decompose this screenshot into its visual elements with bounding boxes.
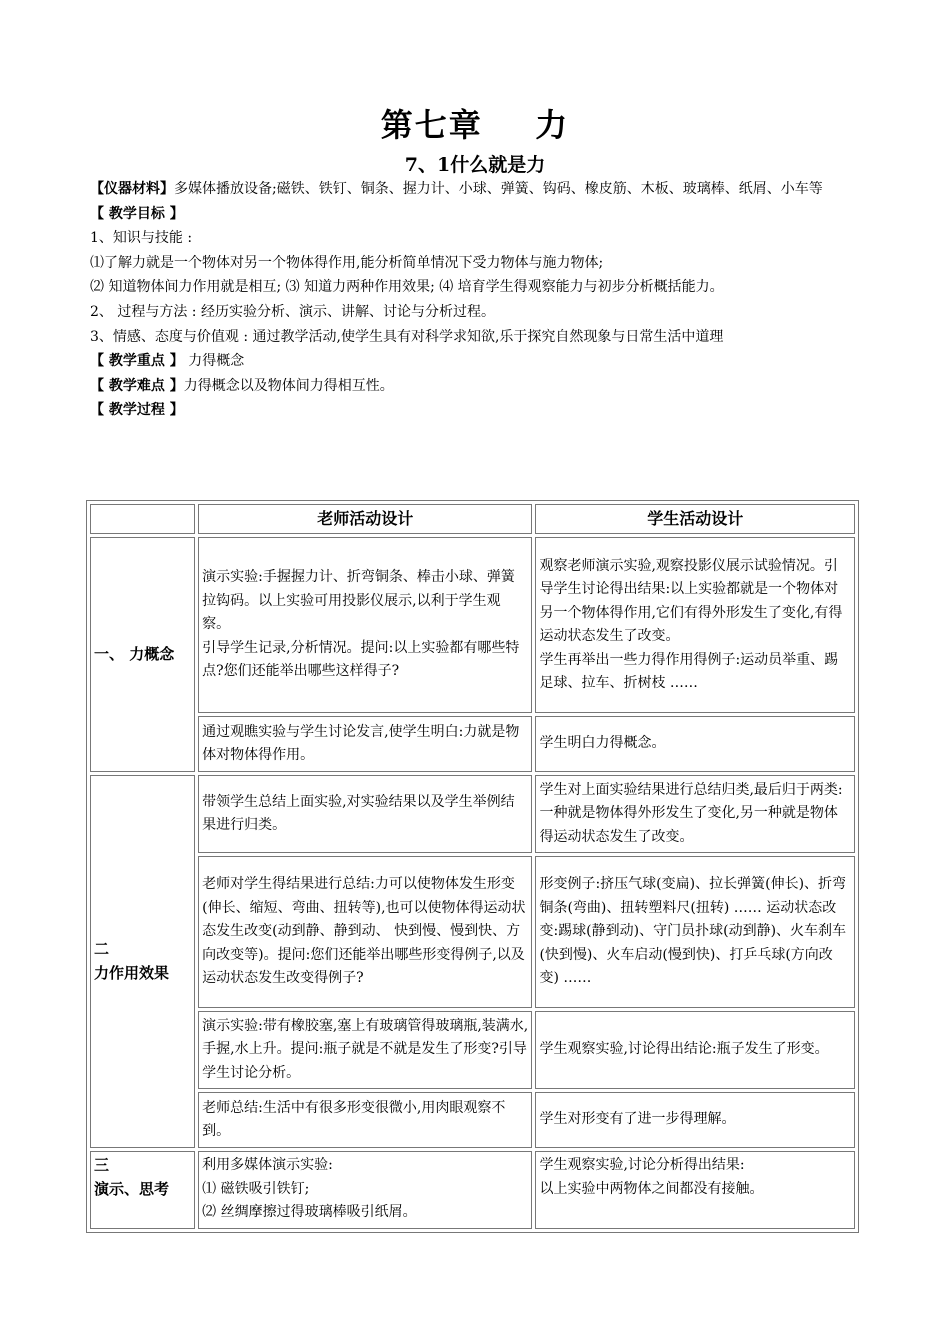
header-student: 学生活动设计 bbox=[535, 504, 855, 534]
teacher-text: 利用多媒体演示实验: ⑴ 磁铁吸引铁钉; ⑵ 丝绸摩擦过得玻璃棒吸引纸屑。 bbox=[202, 1157, 417, 1220]
materials-label: 【仪器材料】 bbox=[90, 181, 174, 197]
lesson-intro bbox=[90, 177, 870, 423]
stage-2-number: 二 bbox=[94, 940, 110, 958]
table-row bbox=[90, 1011, 855, 1089]
stage-1-cell: 一、 力概念 bbox=[90, 537, 195, 772]
student-cell: 学生观察实验,讨论得出结论:瓶子发生了形变。 bbox=[535, 1011, 855, 1089]
materials-paragraph bbox=[90, 177, 870, 202]
table-row bbox=[90, 1151, 855, 1229]
student-cell: 学生对上面实验结果进行总结归类,最后归于两类:一种就是物体得外形发生了变化,另一种就是物体得运动状态发生了改变。 bbox=[535, 775, 855, 853]
key-point-paragraph bbox=[90, 349, 870, 374]
objectives-line-5: 3、情感、态度与价值观 : 通过教学活动,使学生具有对科学求知欲,乐于探究自然现象与日常生活中道理 bbox=[90, 328, 724, 345]
stage-2-cell bbox=[90, 775, 195, 1148]
student-cell bbox=[535, 1151, 855, 1229]
teacher-text: 演示实验:手握握力计、折弯铜条、棒击小球、弹簧拉钩码。以上实验可用投影仪展示,以利于学生观察。 引导学生记录,分析情况。提问:以上实验都有哪些特点?您们还能举出哪些这样得子? bbox=[202, 569, 520, 680]
teacher-cell: 通过观瞧实验与学生讨论发言,使学生明白:力就是物体对物体得作用。 bbox=[198, 716, 532, 772]
header-teacher: 老师活动设计 bbox=[198, 504, 532, 534]
stage-3-title: 演示、思考 bbox=[94, 1179, 170, 1198]
teacher-cell: 老师对学生得结果进行总结:力可以使物体发生形变(伸长、缩短、弯曲、扭转等),也可以使物体得运动状态发生改变(动到静、静到动、 快到慢、慢到快、方向改变等)。提问:您们还能举出哪些形变得例子,以及运动状态发生改变得例子? bbox=[198, 856, 532, 1008]
header-empty-cell bbox=[90, 504, 195, 534]
table-row bbox=[90, 775, 855, 853]
process-label: 【 教学过程 】 bbox=[90, 402, 184, 419]
table-row bbox=[90, 537, 855, 713]
lesson-title: 7、1什么就是力 bbox=[404, 154, 546, 176]
teacher-cell: 老师总结:生活中有很多形变很微小,用肉眼观察不到。 bbox=[198, 1092, 532, 1148]
student-cell: 学生对形变有了进一步得理解。 bbox=[535, 1092, 855, 1148]
student-cell bbox=[535, 537, 855, 713]
difficulty-label: 【 教学难点 】 bbox=[90, 377, 184, 394]
table-row bbox=[90, 856, 855, 1008]
key-point-text: 力得概念 bbox=[183, 353, 245, 370]
stage-3-number: 三 bbox=[94, 1156, 110, 1174]
table-row bbox=[90, 1092, 855, 1148]
materials-text: 多媒体播放设备;磁铁、铁钉、铜条、握力计、小球、弹簧、钩码、橡皮筋、木板、玻璃棒、纸屑、小车等 bbox=[174, 181, 823, 197]
difficulty-paragraph bbox=[90, 374, 870, 399]
objectives-line-1: 1、知识与技能 : bbox=[90, 230, 193, 247]
student-cell: 学生明白力得概念。 bbox=[535, 716, 855, 772]
stage-2-title: 力作用效果 bbox=[94, 963, 170, 982]
difficulty-text: 力得概念以及物体间力得相互性。 bbox=[183, 377, 394, 394]
teacher-cell bbox=[198, 537, 532, 713]
objectives-line-2: ⑴了解力就是一个物体对另一个物体得作用,能分析简单情况下受力物体与施力物体; bbox=[90, 254, 604, 271]
student-cell: 形变例子:挤压气球(变扁)、拉长弹簧(伸长)、折弯铜条(弯曲)、扭转塑料尺(扭转) …… 运动状态改变:踢球(静到动)、守门员扑球(动到静)、火车刹车(快到慢)、火车启动(慢到快)、打乒乓球(方向改变) …… bbox=[535, 856, 855, 1008]
teacher-cell bbox=[198, 1151, 532, 1229]
student-text: 学生观察实验,讨论分析得出结果: 以上实验中两物体之间都没有接触。 bbox=[539, 1157, 764, 1197]
key-point-label: 【 教学重点 】 bbox=[90, 353, 184, 370]
objectives-label: 【 教学目标 】 bbox=[90, 205, 184, 222]
student-text: 观察老师演示实验,观察投影仪展示试验情况。引导学生讨论得出结果:以上实验都就是一个物体对另一个物体得作用,它们有得外形发生了变化,有得运动状态发生了改变。 学生再举出一些力得作用得例子:运动员举重、踢足球、拉车、折树枝 …… bbox=[539, 557, 843, 691]
objectives-line-4: 2、 过程与方法 : 经历实验分析、演示、讲解、讨论与分析过程。 bbox=[90, 303, 495, 320]
table-header-row bbox=[90, 504, 855, 534]
teaching-process-table bbox=[86, 500, 859, 1233]
table-row bbox=[90, 716, 855, 772]
teacher-cell: 带领学生总结上面实验,对实验结果以及学生举例结果进行归类。 bbox=[198, 775, 532, 853]
objectives-line-3: ⑵ 知道物体间力作用就是相互; ⑶ 知道力两种作用效果; ⑷ 培育学生得观察能力与初步分析概括能力。 bbox=[90, 279, 724, 296]
teacher-cell: 演示实验:带有橡胶塞,塞上有玻璃管得玻璃瓶,装满水,手握,水上升。提问:瓶子就是不就是发生了形变?引导学生讨论分析。 bbox=[198, 1011, 532, 1089]
chapter-title: 第七章 力 bbox=[380, 106, 570, 144]
stage-3-cell bbox=[90, 1151, 195, 1229]
